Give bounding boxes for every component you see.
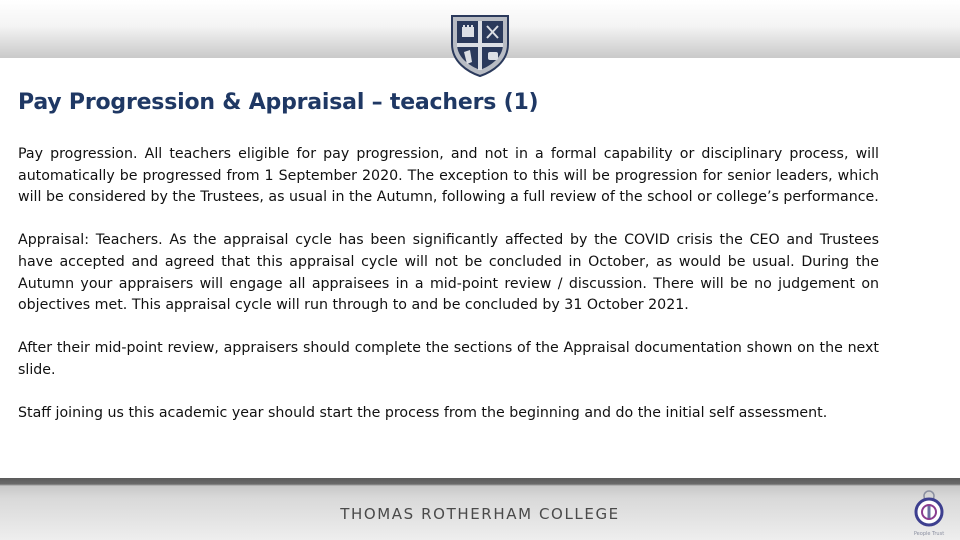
paragraph-new-staff — [18, 403, 879, 425]
slide-body — [18, 144, 879, 446]
trust-logo-text: People Trust — [913, 531, 945, 537]
paragraph-pay-progression — [18, 144, 879, 209]
college-name: THOMAS ROTHERHAM COLLEGE — [340, 505, 620, 523]
paragraph-text: . As the appraisal cycle has been significantly affected by the COVID crisis the CEO and Trustees have accepted and agreed that this appraisal cycle will not be concluded in October, as would be usual. During the Autumn your appraisers will engage all appraisees in a mid-point review / discussion. There will be no judgement on objectives met. This appraisal cycle will run through to and be concluded by 31 October 2021. — [18, 232, 879, 314]
slide-title: Pay Progression & Appraisal – teachers (1) — [18, 90, 539, 115]
paragraph-text: After their mid-point review, appraisers should complete the sections of the Appraisal documentation shown on the next slide. — [18, 340, 879, 378]
paragraph-mid-point-review — [18, 338, 879, 381]
paragraph-text: Staff joining us this academic year should start the process from the beginning and do the initial self assessment. — [18, 405, 828, 422]
paragraph-lead: Pay progression. — [18, 146, 138, 162]
paragraph-lead: Appraisal: Teachers — [18, 232, 159, 249]
paragraph-appraisal-teachers — [18, 230, 879, 316]
trust-logo-icon — [908, 488, 950, 538]
paragraph-text: All teachers eligible for pay progression, and not in a formal capability or disciplinary process, will automatically be progressed from 1 September 2020. The exception to this will be progression for senior leaders, which will be considered by the Trustees, as usual in the Autumn, following a full review of the school or college’s performance. — [18, 146, 879, 206]
college-crest-icon — [448, 12, 512, 78]
